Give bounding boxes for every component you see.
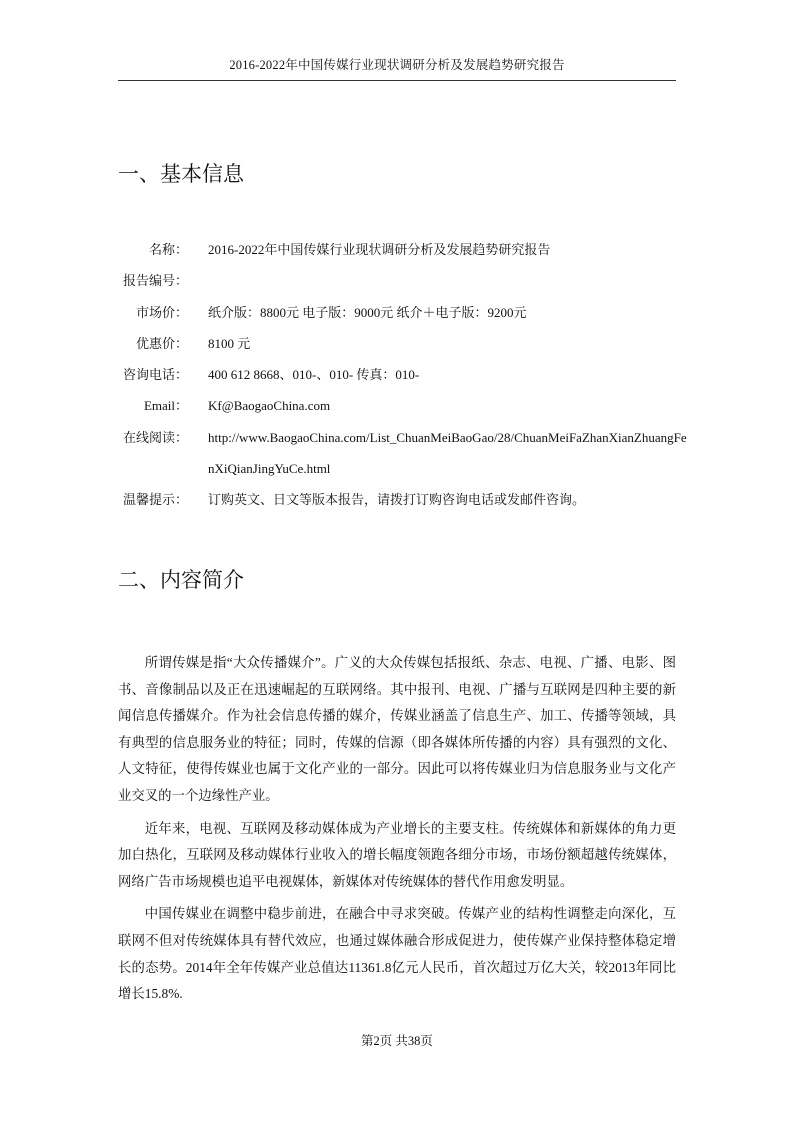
- info-label: 报告编号：: [122, 273, 188, 289]
- info-label: 市场价：: [135, 304, 188, 320]
- section-title-summary: 二、内容简介: [118, 568, 244, 592]
- info-value: 纸介版：8800元 电子版：9000元 纸介＋电子版：9200元: [208, 304, 527, 320]
- info-value: 400 612 8668、010-、010- 传真：010-: [208, 367, 420, 383]
- info-row-name: [118, 234, 688, 265]
- page-number: 第2页 共38页: [361, 1034, 433, 1048]
- info-row-online-reading: [118, 422, 688, 485]
- info-value: [208, 422, 688, 485]
- info-row-tip: [118, 484, 688, 515]
- basic-info-table: [118, 234, 688, 516]
- info-label: 优惠价：: [135, 335, 188, 351]
- info-row-email: [118, 390, 688, 421]
- online-reading-link[interactable]: http://www.BaogaoChina.com/List_ChuanMeiBaoGao/28/ChuanMeiFaZhanXianZhuangFenXiQianJingYuCe.html: [208, 429, 687, 477]
- info-label: 咨询电话：: [122, 367, 188, 383]
- paragraph: 近年来，电视、互联网及移动媒体成为产业增长的主要支柱。传统媒体和新媒体的角力更加白热化，互联网及移动媒体行业收入的增长幅度领跑各细分市场，市场份额超越传统媒体，网络广告市场规模也追平电视媒体，新媒体对传统媒体的替代作用愈发明显。: [118, 820, 676, 889]
- info-label: 温馨提示：: [122, 492, 188, 508]
- info-row-discount-price: [118, 328, 688, 359]
- info-value: 2016-2022年中国传媒行业现状调研分析及发展趋势研究报告: [208, 242, 551, 257]
- section-title-basic-info: 一、基本信息: [118, 162, 244, 186]
- info-value: 8100 元: [208, 335, 251, 351]
- info-label: 名称：: [148, 242, 188, 257]
- paragraph: 中国传媒业在调整中稳步前进，在融合中寻求突破。传媒产业的结构性调整走向深化，互联网不但对传统媒体具有替代效应，也通过媒体融合形成促进力，使传媒产业保持整体稳定增长的态势。2014年全年传媒产业总值达11361.8亿元人民币，首次超过万亿大关，较2013年同比增长15.8%.: [118, 906, 676, 1002]
- page-header: 2016-2022年中国传媒行业现状调研分析及发展趋势研究报告: [229, 58, 565, 72]
- info-row-phone: [118, 359, 688, 390]
- info-row-report-number: [118, 265, 688, 296]
- header-rule: [118, 80, 676, 81]
- info-value: 订购英文、日文等版本报告，请拨打订购咨询电话或发邮件咨询。: [208, 492, 586, 508]
- email-link[interactable]: Kf@BaogaoChina.com: [208, 398, 331, 414]
- info-value: [208, 265, 688, 296]
- summary-body: [118, 650, 676, 1014]
- info-label: 在线阅读：: [122, 429, 188, 445]
- paragraph: 所谓传媒是指“大众传播媒介”。广义的大众传媒包括报纸、杂志、电视、广播、电影、图书、音像制品以及正在迅速崛起的互联网络。其中报刊、电视、广播与互联网是四种主要的新闻信息传播媒介。作为社会信息传播的媒介，传媒业涵盖了信息生产、加工、传播等领域，具有典型的信息服务业的特征；同时，传媒的信源（即各媒体所传播的内容）具有强烈的文化、人文特征，使得传媒业也属于文化产业的一部分。因此可以将传媒业归为信息服务业与文化产业交叉的一个边缘性产业。: [118, 655, 676, 803]
- info-label: Email：: [143, 398, 188, 414]
- info-row-market-price: [118, 297, 688, 328]
